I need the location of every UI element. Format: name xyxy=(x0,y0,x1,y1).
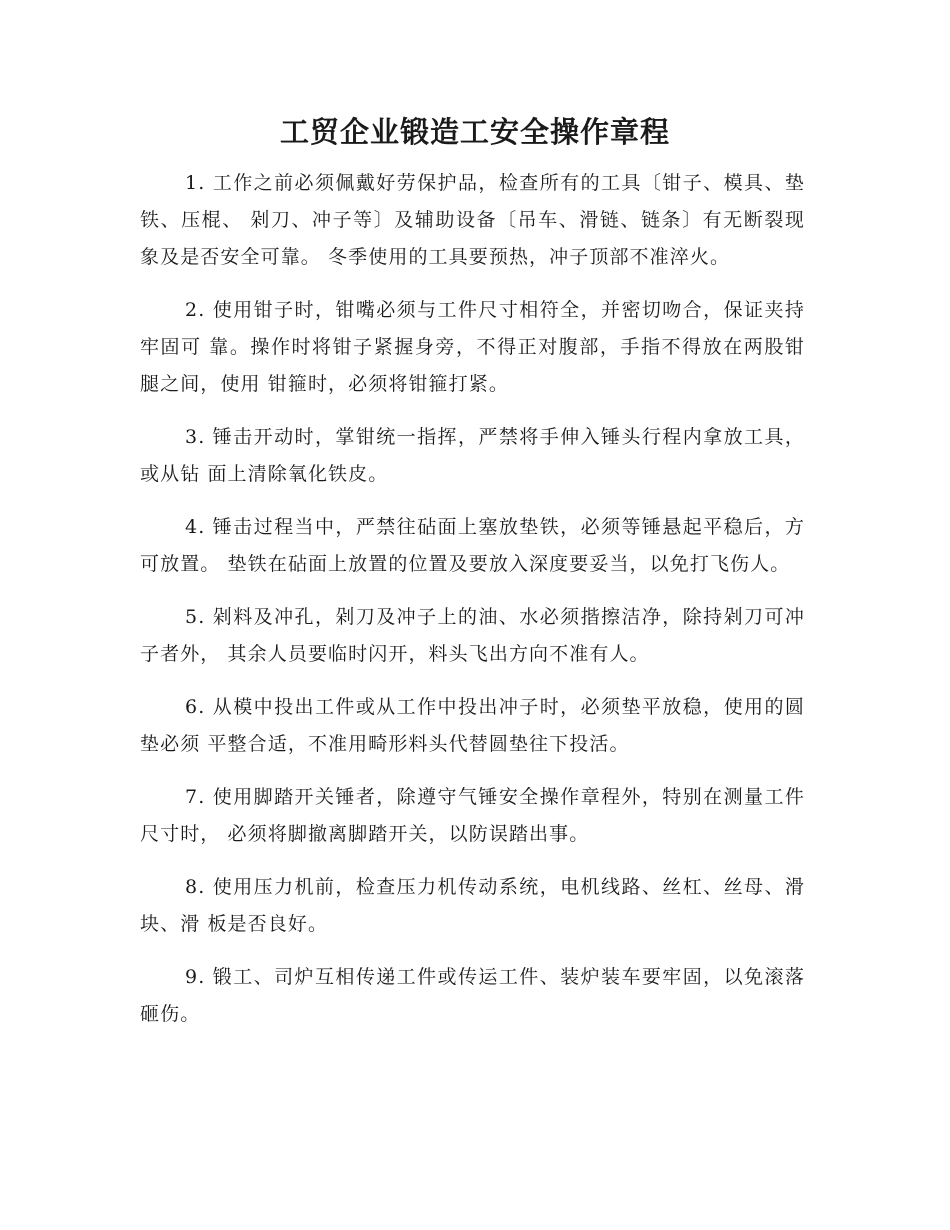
paragraph-5: 5. 剁料及冲孔，剁刀及冲子上的油、水必须揩擦洁净，除持剁刀可冲子者外， 其余人员要临时闪开，料头飞出方向不准有人。 xyxy=(140,606,805,665)
paragraph-1: 1. 工作之前必须佩戴好劳保护品，检查所有的工具〔钳子、模具、垫铁、压棍、 剁刀、冲子等〕及辅助设备〔吊车、滑链、链条〕有无断裂现象及是否安全可靠。 冬季使用的工具要预热，冲子顶部不准淬火。 xyxy=(140,172,805,268)
paragraph-3: 3. 锤击开动时，掌钳统一指挥，严禁将手伸入锤头行程内拿放工具，或从钻 面上清除氧化铁皮。 xyxy=(140,426,805,485)
document-title: 工贸企业锻造工安全操作章程 xyxy=(279,115,670,149)
paragraph-4: 4. 锤击过程当中，严禁往砧面上塞放垫铁，必须等锤悬起平稳后，方可放置。 垫铁在砧面上放置的位置及要放入深度要妥当，以免打飞伤人。 xyxy=(140,516,805,575)
paragraph-8: 8. 使用压力机前，检查压力机传动系统，电机线路、丝杠、丝母、滑块、滑 板是否良好。 xyxy=(140,876,805,935)
paragraph-2: 2. 使用钳子时，钳嘴必须与工件尺寸相符全，并密切吻合，保证夹持牢固可 靠。操作时将钳子紧握身旁，不得正对腹部，手指不得放在两股钳腿之间，使用 钳箍时，必须将钳箍打紧。 xyxy=(140,299,805,395)
document-body xyxy=(140,165,805,1049)
paragraph-6: 6. 从模中投出工件或从工作中投出冲子时，必须垫平放稳，使用的圆垫必须 平整合适，不准用畸形料头代替圆垫往下投活。 xyxy=(140,696,805,755)
paragraph-9: 9. 锻工、司炉互相传递工件或传运工件、装炉装车要牢固，以免滚落砸伤。 xyxy=(140,966,805,1025)
paragraph-7: 7. 使用脚踏开关锤者，除遵守气锤安全操作章程外，特别在测量工件尺寸时， 必须将脚撤离脚踏开关，以防误踏出事。 xyxy=(140,786,805,845)
